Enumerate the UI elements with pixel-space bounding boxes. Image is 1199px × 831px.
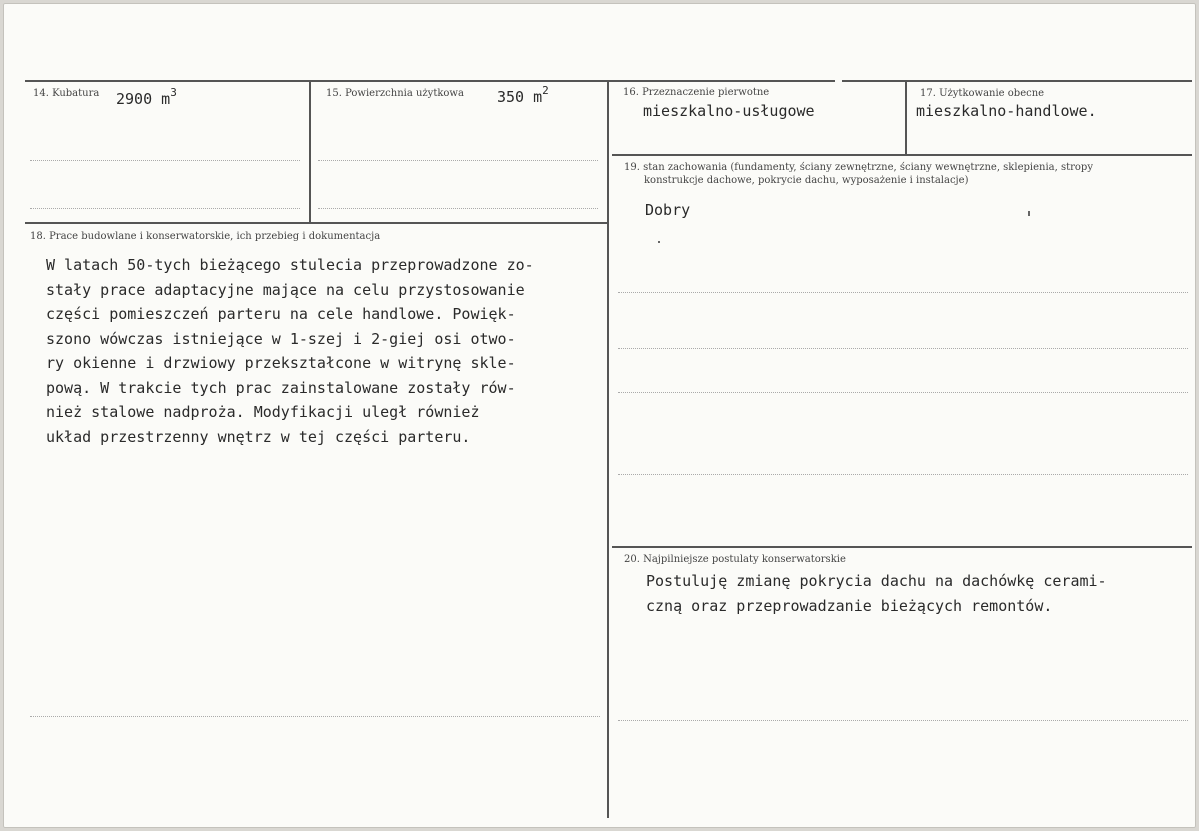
guide-line <box>618 720 1188 721</box>
guide-line <box>618 474 1188 475</box>
field-14-label: 14. Kubatura <box>33 88 100 99</box>
guide-line <box>30 160 300 161</box>
ink-speck <box>1028 211 1030 216</box>
field-17-value: mieszkalno-handlowe. <box>916 102 1097 120</box>
field-20-text <box>646 569 1107 618</box>
field-15-label: 15. Powierzchnia użytkowa <box>326 88 464 99</box>
form-divider-center <box>607 80 609 818</box>
field-20-label: 20. Najpilniejsze postulaty konserwatorskie <box>624 554 846 565</box>
field-18-line: ry okienne i drzwiowy przekształcone w witrynę skle- <box>46 354 516 372</box>
field-18-label: 18. Prace budowlane i konserwatorskie, ich przebieg i dokumentacja <box>30 231 381 242</box>
field-15-number: 350 m <box>497 88 543 106</box>
form-line-mid-right <box>612 154 1192 156</box>
field-18-text <box>46 253 534 449</box>
guide-line <box>618 348 1188 349</box>
field-14-number: 2900 m <box>116 90 171 108</box>
field-15-unit-exponent: 2 <box>542 84 549 97</box>
field-15-value <box>497 86 549 106</box>
field-18-line: nież stalowe nadproża. Modyfikacji uległ również <box>46 403 480 421</box>
guide-line <box>618 392 1188 393</box>
field-20-line: Postuluję zmianę pokrycia dachu na dachówkę cerami- <box>646 572 1107 590</box>
form-line-top-right <box>842 80 1192 82</box>
form-line-mid-left <box>25 222 608 224</box>
guide-line <box>318 208 598 209</box>
field-18-line: pową. W trakcie tych prac zainstalowane zostały rów- <box>46 378 516 397</box>
field-19-label-line-2: konstrukcje dachowe, pokrycie dachu, wyposażenie i instalacje) <box>644 175 969 186</box>
form-line-top-left <box>25 80 835 82</box>
form-line-lower-right <box>612 546 1192 548</box>
field-16-value: mieszkalno-usługowe <box>643 102 815 120</box>
field-14-value <box>116 88 177 108</box>
field-18-line: W latach 50-tych bieżącego stulecia przeprowadzone zo- <box>46 256 534 274</box>
field-19-label-line-1: 19. stan zachowania (fundamenty, ściany zewnętrzne, ściany wewnętrzne, sklepienia, stropy <box>624 162 1093 173</box>
guide-line <box>318 160 598 161</box>
ink-speck <box>658 241 660 243</box>
form-divider-przeznaczenie <box>905 80 907 154</box>
field-19-value: Dobry <box>645 201 691 219</box>
field-14-unit-exponent: 3 <box>170 86 177 99</box>
field-18-line: szono wówczas istniejące w 1-szej i 2-giej osi otwo- <box>46 329 516 348</box>
field-18-line: części pomieszczeń parteru na cele handlowe. Powięk- <box>46 305 516 323</box>
field-20-line: czną oraz przeprowadzanie bieżących remontów. <box>646 596 1053 615</box>
guide-line <box>30 716 600 717</box>
field-18-line: stały prace adaptacyjne mające na celu przystosowanie <box>46 280 525 299</box>
guide-line <box>30 208 300 209</box>
form-divider-kubatura <box>309 80 311 222</box>
field-17-label: 17. Użytkowanie obecne <box>920 88 1045 99</box>
guide-line <box>618 292 1188 293</box>
field-16-label: 16. Przeznaczenie pierwotne <box>623 87 770 98</box>
field-18-line: układ przestrzenny wnętrz w tej części parteru. <box>46 427 471 446</box>
